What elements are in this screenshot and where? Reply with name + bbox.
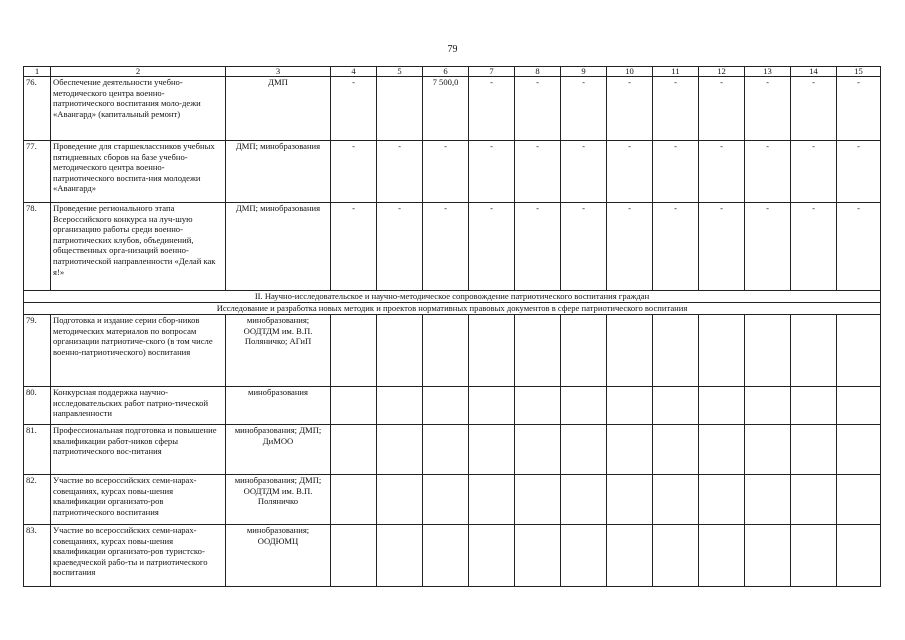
col-header: 8 bbox=[515, 67, 561, 77]
executor: минобразования; ООДЮМЦ bbox=[226, 525, 331, 587]
col-header: 6 bbox=[423, 67, 469, 77]
table-row bbox=[24, 315, 881, 387]
col-header: 3 bbox=[226, 67, 331, 77]
value-cell: - bbox=[331, 77, 377, 141]
row-number: 80. bbox=[24, 387, 51, 425]
executor: минобразования; ДМП; ООДТДМ им. В.П. Поляничко bbox=[226, 475, 331, 525]
value-cell: - bbox=[745, 203, 791, 291]
value-cell bbox=[377, 77, 423, 141]
col-header: 9 bbox=[561, 67, 607, 77]
executor: минобразования; ООДТДМ им. В.П. Поляничко; АГиП bbox=[226, 315, 331, 387]
value-cell: - bbox=[607, 77, 653, 141]
table-row bbox=[24, 475, 881, 525]
measure-name: Профессиональная подготовка и повышение квалификации работ-ников сферы патриотического вос-питания bbox=[51, 425, 226, 475]
value-cell: - bbox=[837, 141, 881, 203]
subsection-title: Исследование и разработка новых методик и проектов нормативных правовых документов в сфере патриотического воспитания bbox=[24, 303, 881, 315]
value-cell: - bbox=[837, 77, 881, 141]
value-cell: - bbox=[653, 203, 699, 291]
row-number: 78. bbox=[24, 203, 51, 291]
value-cell: - bbox=[699, 141, 745, 203]
executor: минобразования; ДМП; ДиМОО bbox=[226, 425, 331, 475]
measure-name: Проведение регионального этапа Всероссийского конкурса на луч-шую организацию работы среди военно-патриотических клубов, объединений, общественных орга-низаций военно-патриотической направленности «Делай как я!» bbox=[51, 203, 226, 291]
value-cell: - bbox=[745, 77, 791, 141]
value-cell: 7 500,0 bbox=[423, 77, 469, 141]
row-number: 79. bbox=[24, 315, 51, 387]
col-header: 14 bbox=[791, 67, 837, 77]
executor: ДМП bbox=[226, 77, 331, 141]
table-row bbox=[24, 77, 881, 141]
value-cell: - bbox=[515, 77, 561, 141]
value-cell: - bbox=[699, 203, 745, 291]
col-header: 11 bbox=[653, 67, 699, 77]
plan-table bbox=[23, 66, 881, 587]
row-number: 81. bbox=[24, 425, 51, 475]
value-cell: - bbox=[791, 203, 837, 291]
value-cell: - bbox=[791, 77, 837, 141]
row-number: 82. bbox=[24, 475, 51, 525]
value-cell: - bbox=[515, 141, 561, 203]
value-cell: - bbox=[653, 77, 699, 141]
value-cell: - bbox=[331, 141, 377, 203]
value-cell: - bbox=[423, 141, 469, 203]
value-cell: - bbox=[561, 77, 607, 141]
measure-name: Конкурсная поддержка научно-исследовательских работ патрио-тической направленности bbox=[51, 387, 226, 425]
value-cell: - bbox=[561, 141, 607, 203]
row-number: 76. bbox=[24, 77, 51, 141]
value-cell: - bbox=[377, 141, 423, 203]
value-cell: - bbox=[469, 203, 515, 291]
subsection-row bbox=[24, 303, 881, 315]
value-cell: - bbox=[837, 203, 881, 291]
value-cell: - bbox=[653, 141, 699, 203]
section-title: II. Научно-исследовательское и научно-методическое сопровождение патриотического воспитания граждан bbox=[24, 291, 881, 303]
col-header: 15 bbox=[837, 67, 881, 77]
col-header: 12 bbox=[699, 67, 745, 77]
table-row bbox=[24, 141, 881, 203]
measure-name: Участие во всероссийских семи-нарах-совещаниях, курсах повы-шения квалификации организато-ров туристско-краеведческой рабо-ты и патриотического воспитания bbox=[51, 525, 226, 587]
value-cell: - bbox=[607, 141, 653, 203]
value-cell: - bbox=[607, 203, 653, 291]
value-cell: - bbox=[469, 141, 515, 203]
value-cell: - bbox=[331, 203, 377, 291]
column-number-row bbox=[24, 67, 881, 77]
value-cell: - bbox=[699, 77, 745, 141]
measure-name: Обеспечение деятельности учебно-методического центра военно-патриотического воспитания моло-дежи «Авангард» (капитальный ремонт) bbox=[51, 77, 226, 141]
col-header: 1 bbox=[24, 67, 51, 77]
row-number: 77. bbox=[24, 141, 51, 203]
value-cell: - bbox=[377, 203, 423, 291]
value-cell: - bbox=[423, 203, 469, 291]
table-row bbox=[24, 425, 881, 475]
value-cell: - bbox=[791, 141, 837, 203]
value-cell: - bbox=[469, 77, 515, 141]
value-cell: - bbox=[515, 203, 561, 291]
col-header: 7 bbox=[469, 67, 515, 77]
col-header: 2 bbox=[51, 67, 226, 77]
col-header: 13 bbox=[745, 67, 791, 77]
page-number: 79 bbox=[447, 44, 458, 55]
col-header: 4 bbox=[331, 67, 377, 77]
table-row bbox=[24, 387, 881, 425]
executor: минобразования bbox=[226, 387, 331, 425]
executor: ДМП; минобразования bbox=[226, 141, 331, 203]
section-row bbox=[24, 291, 881, 303]
col-header: 5 bbox=[377, 67, 423, 77]
executor: ДМП; минобразования bbox=[226, 203, 331, 291]
value-cell: - bbox=[561, 203, 607, 291]
row-number: 83. bbox=[24, 525, 51, 587]
measure-name: Проведение для старшеклассников учебных пятидневных сборов на базе учебно-методического центра военно-патриотического воспита-ния молодежи «Авангард» bbox=[51, 141, 226, 203]
value-cell: - bbox=[745, 141, 791, 203]
col-header: 10 bbox=[607, 67, 653, 77]
measure-name: Подготовка и издание серии сбор-ников методических материалов по вопросам организации патриотиче-ского (в том числе военно-патриотического) воспитания bbox=[51, 315, 226, 387]
table-row bbox=[24, 525, 881, 587]
table-row bbox=[24, 203, 881, 291]
measure-name: Участие во всероссийских семи-нарах-совещаниях, курсах повы-шения квалификации организато-ров патриотического воспитания bbox=[51, 475, 226, 525]
